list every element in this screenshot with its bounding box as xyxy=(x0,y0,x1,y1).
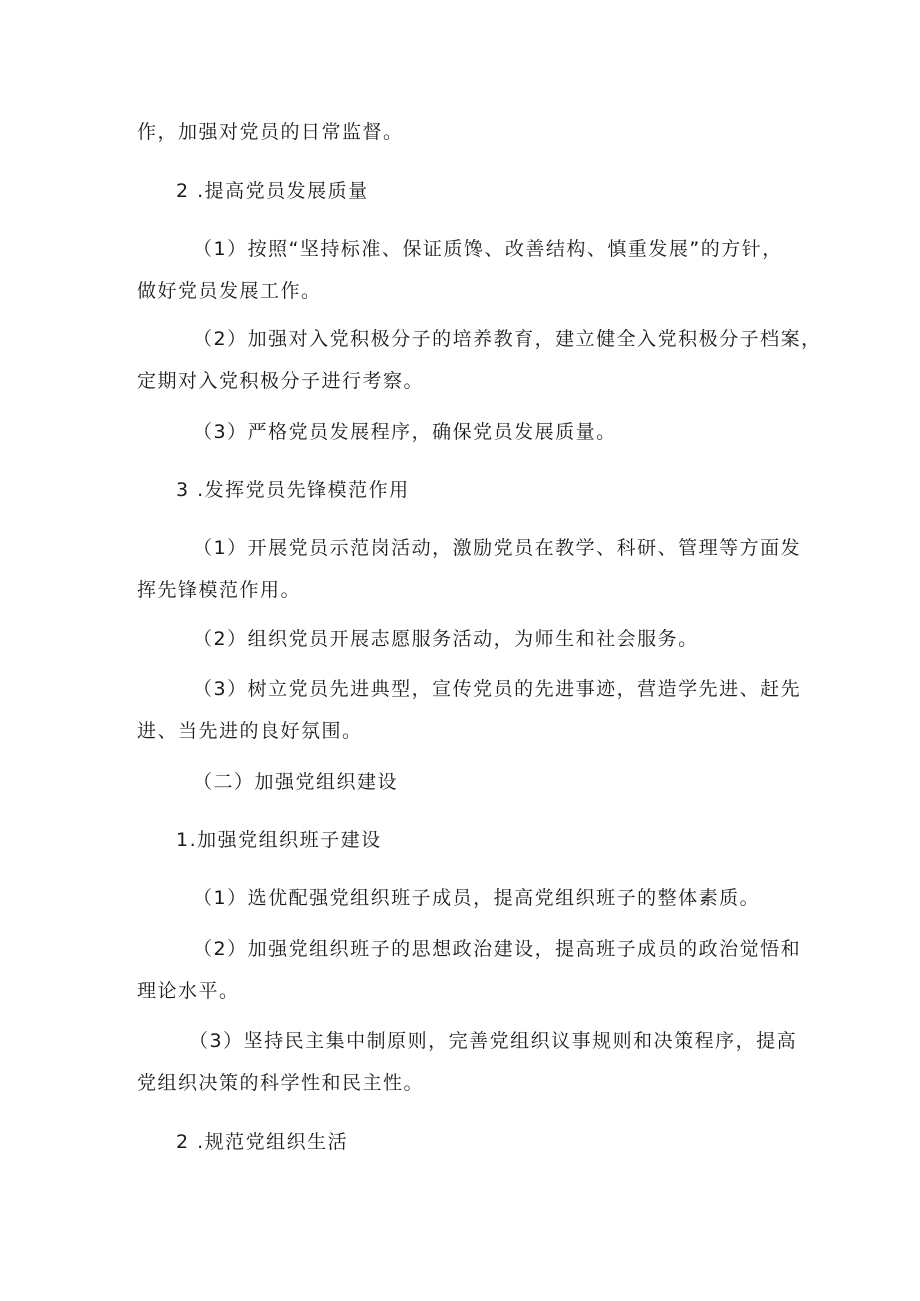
section-heading-3: 3 .发挥党员先锋模范作用 xyxy=(176,479,410,501)
list-item-line: 做好党员发展工作。 xyxy=(137,280,322,302)
list-item-line: （2）加强对入党积极分子的培养教育，建立健全入党积极分子档案， xyxy=(193,328,822,350)
list-item-line: （1）按照“坚持标准、保证质馋、改善结构、慎重发展”的方针， xyxy=(193,238,783,260)
list-item-line: （2）组织党员开展志愿服务活动，为师生和社会服务。 xyxy=(193,628,699,650)
section-heading-2: 2 .提高党员发展质量 xyxy=(176,180,369,202)
list-item-line: 定期对入党积极分子进行考察。 xyxy=(137,370,425,392)
chapter-heading: （二）加强党组织建设 xyxy=(193,771,399,793)
section-heading-1: 1.加强党组织班子建设 xyxy=(176,829,382,851)
list-item-line: （3）坚持民主集中制原则，完善党组织议事规则和决策程序，提高 xyxy=(189,1030,798,1052)
list-item-line: 党组织决策的科学性和民主性。 xyxy=(137,1072,425,1094)
paragraph-continuation: 作，加强对党员的日常监督。 xyxy=(137,121,404,143)
list-item-line: （3）严格党员发展程序，确保党员发展质量。 xyxy=(193,421,617,443)
list-item-line: 进、当先进的良好氛围。 xyxy=(137,720,363,742)
list-item-line: （1）开展党员示范岗活动，激励党员在教学、科研、管理等方面发 xyxy=(193,537,802,559)
section-heading-2: 2 .规范党组织生活 xyxy=(176,1131,349,1153)
list-item-line: 挥先锋模范作用。 xyxy=(137,579,302,601)
list-item-line: （2）加强党组织班子的思想政治建设，提高班子成员的政治觉悟和 xyxy=(193,938,802,960)
list-item-line: （1）选优配强党组织班子成员，提高党组织班子的整体素质。 xyxy=(193,887,761,909)
list-item-line: （3）树立党员先进典型，宣传党员的先进事迹，营造学先进、赶先 xyxy=(193,678,802,700)
list-item-line: 理论水平。 xyxy=(137,980,240,1002)
